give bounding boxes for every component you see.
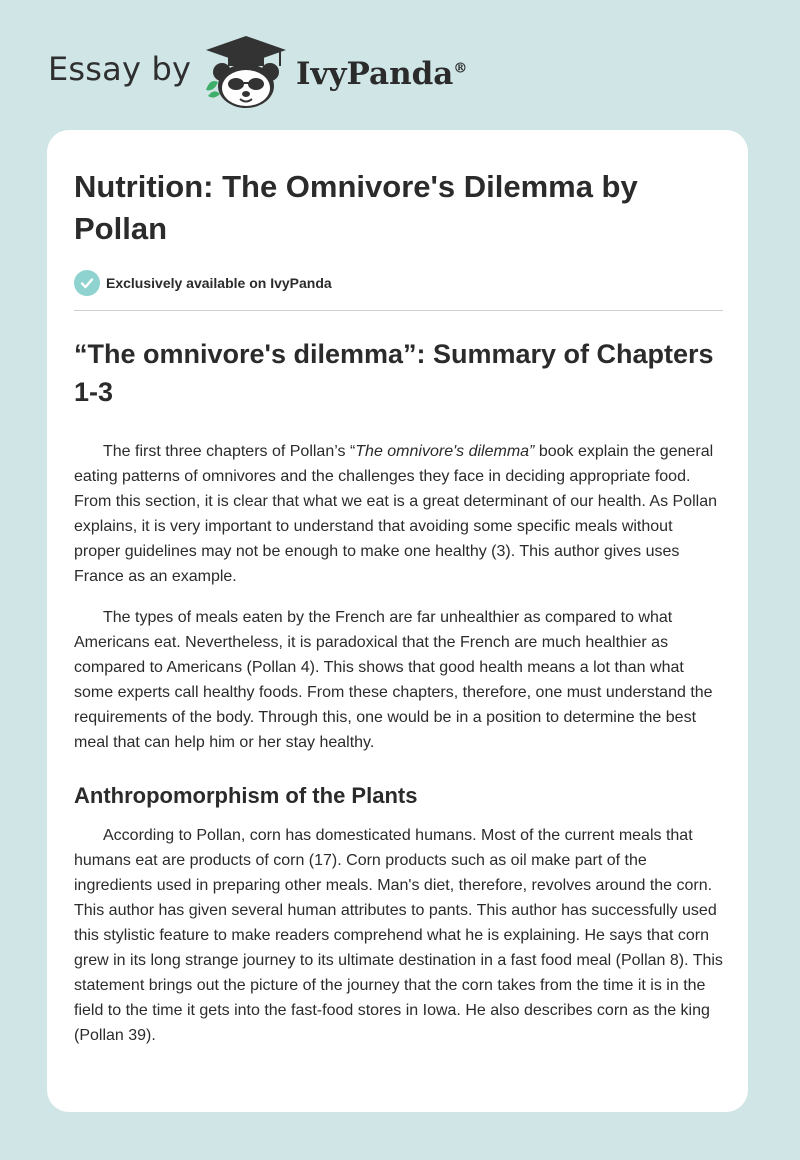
panda-logo-graphic xyxy=(200,34,292,110)
site-header xyxy=(0,0,800,130)
paragraph-1-start: The first three chapters of Pollan’s “ xyxy=(103,443,356,460)
page-title: Nutrition: The Omnivore's Dilemma by Pollan xyxy=(74,169,638,246)
exclusive-badge xyxy=(74,270,723,296)
brand-name xyxy=(296,56,467,92)
badge-label: Exclusively available on IvyPanda xyxy=(106,275,332,291)
brand-prefix: Essay by xyxy=(48,50,192,88)
paragraph-1-rest: book explain the general eating patterns of omnivores and the challenges they face in deciding appropriate food. From this section, it is clear that what we eat is a great determinant of our health. As Pollan explains, it is very important to understand that avoiding some specific meals without proper guidelines may not be enough to make one healthy (3). This author gives uses France as an example. xyxy=(74,443,717,585)
brand-name-text: IvyPanda xyxy=(296,56,454,92)
paragraph-2: The types of meals eaten by the French are far unhealthier as compared to what Americans eat. Nevertheless, it is paradoxical that the French are much healthier as compared to Americans (Pollan 4). This shows that good health means a lot than what some experts call healthy foods. From these chapters, therefore, one must understand the requirements of the body. Through this, one would be in a position to determine the best meal that can help him or her stay healthy. xyxy=(74,609,713,751)
section-heading: “The omnivore's dilemma”: Summary of Chapters 1-3 xyxy=(74,339,714,407)
panda-logo-icon[interactable] xyxy=(200,34,292,110)
trademark-symbol: ® xyxy=(453,60,468,77)
book-title-italic: The omnivore's dilemma” xyxy=(355,443,535,460)
check-icon xyxy=(74,270,100,296)
essay-card xyxy=(47,130,748,1112)
paragraph-3: According to Pollan, corn has domesticated humans. Most of the current meals that humans eat are products of corn (17). Corn products such as oil make part of the ingredients used in preparing other meals. Man's diet, therefore, revolves around the corn. This author has given several human attributes to pants. This author has successfully used this stylistic feature to make readers comprehend what he is explaining. He says that corn grew in its long strange journey to its ultimate destination in a fast food meal (Pollan 8). This statement brings out the picture of the journey that the corn takes from the time it is in the field to the time it gets into the fast-food stores in Iowa. He also describes corn as the king (Pollan 39). xyxy=(74,827,723,1044)
paragraph-1 xyxy=(74,439,723,589)
subheading: Anthropomorphism of the Plants xyxy=(74,783,418,808)
essay-content xyxy=(74,166,723,1048)
divider xyxy=(74,310,723,311)
